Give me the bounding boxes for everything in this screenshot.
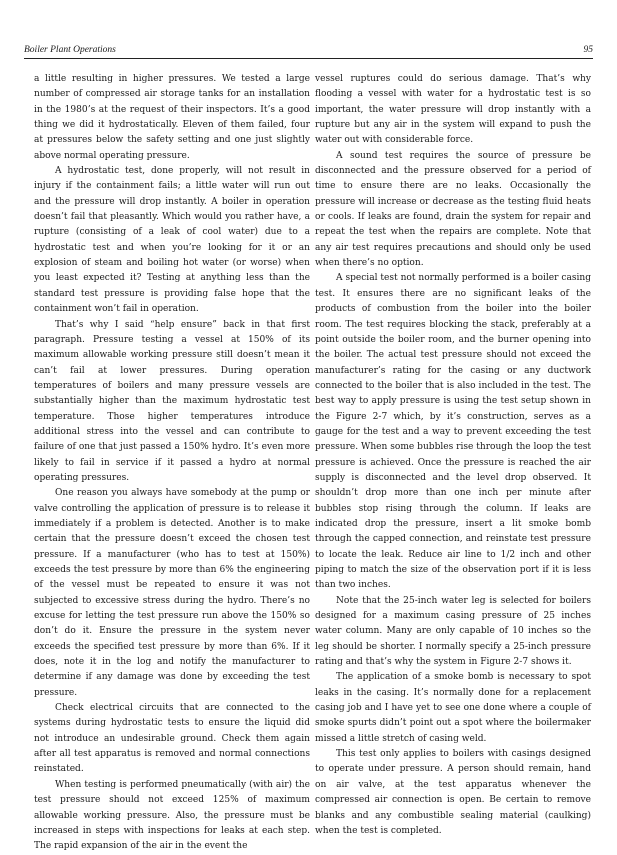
paragraph: Check electrical circuits that are connected to the systems during hydrostatic tests to ensure the liquid did not introduce an undesirable ground. Check them again after all test apparatus is removed and normal connections reinstated. [34,703,310,775]
page-number: 95 [583,45,593,55]
paragraph: This test only applies to boilers with casings designed to operate under pressure. A person should remain, hand on air valve, at the test apparatus whenever the compressed air connection is open. Be certain to remove blanks and any combustible sealing material (caulking) when the test is completed. [315,749,591,836]
paragraph: A sound test requires the source of pressure be disconnected and the pressure observed for a period of time to ensure there are no leaks. Occasionally the pressure will increase or decrease as the testing fluid heats or cools. If leaks are found, drain the system for repair and repeat the test when the repairs are complete. Note that any air test requires precautions and should only be used when there’s no option. [315,150,591,269]
left-column [34,72,310,855]
right-column [315,72,591,839]
paragraph: Note that the 25-inch water leg is selected for boilers designed for a maximum casing pressure of 25 inches water column. Many are only capable of 10 inches so the leg should be shorter. I normally specify a 25-inch pressure rating and that’s why the system in Figure 2-7 shows it. [315,595,591,668]
paragraph: One reason you always have somebody at the pump or valve controlling the application of pressure is to release it immediately if a problem is detected. Another is to make certain that the pressure doesn’t exceed the chosen test pressure. If a manufacturer (who has to test at 150%) exceeds the test pressure by more than 6% the engineering of the vessel must be repeated to ensure it was not subjected to excessive stress during the hydro. There’s no excuse for letting the test pressure run above the 150% so don’t do it. Ensure the pressure in the system never exceeds the specified test pressure by more than 6%. If it does, note it in the log and notify the manufacturer to determine if any damage was done by exceeding the test pressure. [34,488,310,698]
paragraph: vessel ruptures could do serious damage. That’s why flooding a vessel with water for a hydrostatic test is so important, the water pressure will drop instantly with a rupture but any air in the system will expand to push the water out with considerable force. [315,74,591,146]
paragraph: A special test not normally performed is a boiler casing test. It ensures there are no significant leaks of the products of combustion from the boiler into the boiler room. The test requires blocking the stack, preferably at a point outside the boiler room, and the burner opening into the boiler. The actual test pressure should not exceed the manufacturer’s rating for the casing or any ductwork connected to the boiler that is also included in the test. The best way to apply pressure is using the test setup shown in the Figure 2-7 which, by it’s construction, serves as a gauge for the test and a way to prevent exceeding the test pressure. When some bubbles rise through the loop the test pressure is achieved. Once the pressure is reached the air supply is disconnected and the level drop observed. It shouldn’t drop more than one inch per minute after bubbles stop rising through the column. If leaks are indicated drop the pressure, insert a lit smoke bomb through the capped connection, and reinstate test pressure to locate the leak. Reduce air line to 1/2 inch and other piping to match the size of the observation port if it is less than two inches. [315,273,591,591]
paragraph: The application of a smoke bomb is necessary to spot leaks in the casing. It’s normally done for a replacement casing job and I have yet to see one done where a couple of smoke spurts didn’t point out a spot where the boilermaker missed a little stretch of casing weld. [315,672,591,744]
paragraph: That’s why I said “help ensure” back in that first paragraph. Pressure testing a vessel at 150% of its maximum allowable working pressure still doesn’t mean it can’t fail at lower pressures. During operation temperatures of boilers and many pressure vessels are substantially higher than the maximum hydrostatic test temperature. Those higher temperatures introduce additional stress into the vessel and can contribute to failure of one that just passed a 150% hydro. It’s even more likely to fail in service if it passed a hydro at normal operating pressures. [34,319,310,483]
running-head [24,44,593,59]
paragraph: When testing is performed pneumatically (with air) the test pressure should not exceed 125% of maximum allowable working pressure. Also, the pressure must be increased in steps with inspections for leaks at each step. The rapid expansion of the air in the event the [34,779,310,852]
paragraph: A hydrostatic test, done properly, will not result in injury if the containment fails; a little water will run out and the pressure will drop instantly. A boiler in operation doesn’t fail that pleasantly. Which would you rather have, a rupture (consisting of a leak of cool water) due to a hydrostatic test and when you’re looking for it or an explosion of steam and boiling hot water (or worse) when you least expected it? Testing at anything less than the standard test pressure is providing false hope that the containment won’t fail in operation. [34,166,310,315]
running-head-title: Boiler Plant Operations [24,45,116,55]
paragraph: a little resulting in higher pressures. We tested a large number of compressed air storage tanks for an installation in the 1980’s at the request of their inspectors. It’s a good thing we did it hydrostatically. Eleven of them failed, four at pressures below the safety setting and one just slightly above normal operating pressure. [34,74,310,161]
